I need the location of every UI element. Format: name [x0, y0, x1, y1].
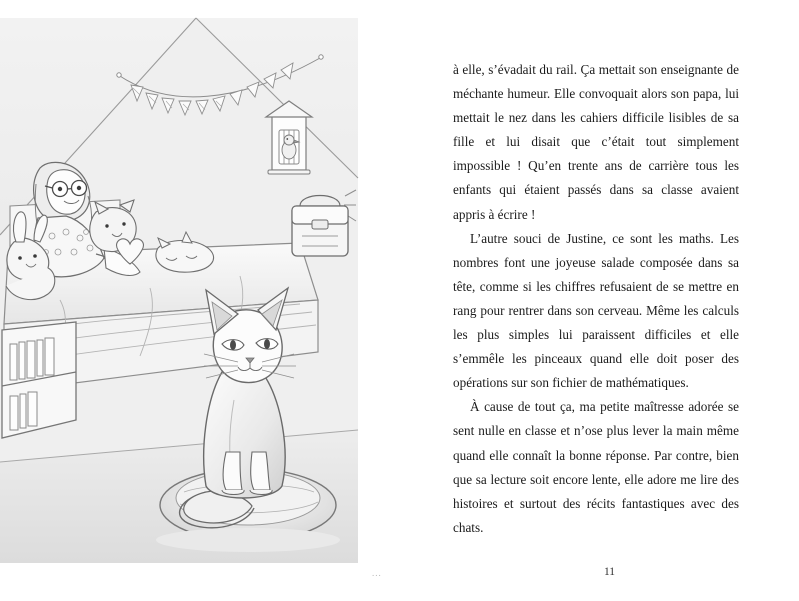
page-number: 11	[603, 566, 616, 578]
paragraph-1: à elle, s’évadait du rail. Ça mettait son enseignante de méchante humeur. Elle convoquait alors son papa, lui mettait le nez dans les cahiers difficile lisibles de sa fille et lui disait que c’était tout simplement impossible ! Qu’en trente ans de carrière tous les enfants qui étaient passés dans sa classe avaient appris à écrire !	[453, 62, 739, 222]
body-text	[453, 58, 739, 540]
paragraph-2: L’autre souci de Justine, ce sont les maths. Les nombres font une joyeuse salade composée dans sa tête, comme si les chiffres refusaient de se mettre en rang pour rentrer dans son cerveau. Même les calculs les plus simples lui paraissent difficiles et elle s’emmêle les pinceaux quand elle doit poser des opérations sur son fichier de mathématiques.	[453, 230, 739, 391]
right-page	[420, 0, 799, 601]
artist-signature: ...	[372, 568, 382, 578]
birdhouse-shelf-with-bird	[266, 101, 312, 174]
paragraph-3: À cause de tout ça, ma petite maîtresse adorée se sent nulle en classe et n’ose plus lever la main même quand elle connaît la bonne réponse. Par contre, bien que sa lecture soit encore lente, elle adore me lire des histoires et surtout des récits fantastiques avec des chats.	[453, 399, 739, 535]
bookshelf-with-books	[2, 322, 76, 438]
